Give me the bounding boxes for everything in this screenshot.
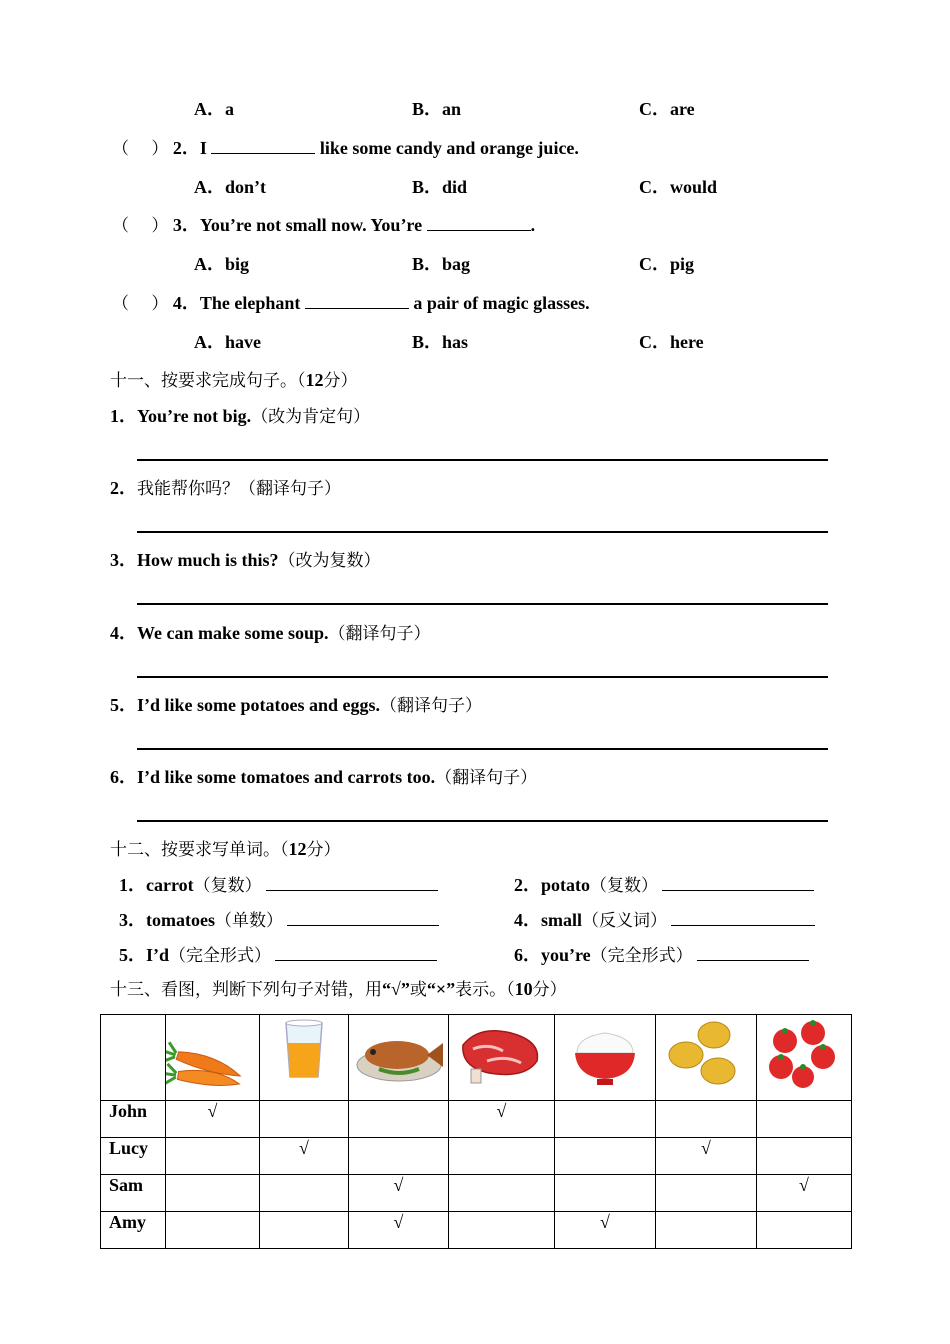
section-12-title: 十二、按要求写单词。（12分）: [110, 839, 341, 860]
sec12-blank-4[interactable]: [671, 909, 815, 926]
food-header-tomatoes: [757, 1015, 852, 1101]
row-name-amy: Amy: [101, 1212, 166, 1249]
cell-sam-potatoes[interactable]: [656, 1175, 757, 1212]
food-header-beef: [449, 1015, 555, 1101]
sec11-answer-line-5[interactable]: [137, 748, 828, 750]
cell-lucy-juice[interactable]: √: [260, 1138, 349, 1175]
sec12-blank-5[interactable]: [275, 944, 437, 961]
cell-lucy-potatoes[interactable]: √: [656, 1138, 757, 1175]
cell-amy-carrots[interactable]: [166, 1212, 260, 1249]
cell-sam-beef[interactable]: [449, 1175, 555, 1212]
food-table: [100, 1014, 852, 1249]
sec11-item-4: 4．We can make some soup.（翻译句子）: [110, 623, 431, 644]
row-name-lucy: Lucy: [101, 1138, 166, 1175]
section-11-title: 十一、按要求完成句子。（12分）: [110, 370, 358, 391]
q1-option-a: A．a: [194, 99, 234, 119]
cell-amy-beef[interactable]: [449, 1212, 555, 1249]
corner-cell: [101, 1015, 166, 1101]
cell-sam-fish[interactable]: √: [349, 1175, 449, 1212]
food-header-juice: [260, 1015, 349, 1101]
cell-john-tomatoes[interactable]: [757, 1101, 852, 1138]
sec11-answer-line-4[interactable]: [137, 676, 828, 678]
q3-post: .: [530, 215, 536, 235]
juice-icon: [260, 1015, 348, 1095]
sec11-answer-line-3[interactable]: [137, 603, 828, 605]
q2-option-a: A．don’t: [194, 177, 267, 197]
sec11-item-5: 5．I’d like some potatoes and eggs.（翻译句子）: [110, 695, 483, 716]
q2-blank[interactable]: [211, 137, 315, 154]
food-header-carrots: [166, 1015, 260, 1101]
q2-pre: I: [199, 138, 207, 158]
cell-lucy-rice[interactable]: [555, 1138, 656, 1175]
sec11-item-3: 3．How much is this?（改为复数）: [110, 550, 381, 571]
potatoes-icon: [656, 1015, 756, 1095]
q4-num: 4．: [172, 293, 200, 313]
q4-post: a pair of magic glasses.: [413, 293, 590, 313]
q3-option-a: A．big: [194, 254, 250, 274]
sec12-item-5: 5．I’d（完全形式）: [119, 944, 437, 967]
q4-option-b: B．has: [412, 332, 469, 352]
q3-pre: You’re not small now. You’re: [199, 215, 423, 235]
row-name-john: John: [101, 1101, 166, 1138]
cell-sam-tomatoes[interactable]: √: [757, 1175, 852, 1212]
q3-num: 3．: [172, 215, 200, 235]
sec11-item-2: 2．我能帮你吗？（翻译句子）: [110, 478, 341, 499]
cell-amy-rice[interactable]: √: [555, 1212, 656, 1249]
rice-icon: [555, 1015, 655, 1095]
sec11-answer-line-1[interactable]: [137, 459, 828, 461]
cell-sam-juice[interactable]: [260, 1175, 349, 1212]
sec12-item-1: 1．carrot（复数）: [119, 874, 438, 897]
sec12-item-4: 4．small（反义词）: [514, 909, 815, 932]
cell-john-potatoes[interactable]: [656, 1101, 757, 1138]
cell-amy-juice[interactable]: [260, 1212, 349, 1249]
tomatoes-icon: [757, 1015, 851, 1095]
sec11-item-6: 6．I’d like some tomatoes and carrots too.（翻译句子）: [110, 767, 538, 788]
cell-john-beef[interactable]: √: [449, 1101, 555, 1138]
question-2: [112, 137, 579, 160]
cell-sam-rice[interactable]: [555, 1175, 656, 1212]
cell-sam-carrots[interactable]: [166, 1175, 260, 1212]
cell-lucy-carrots[interactable]: [166, 1138, 260, 1175]
q2-num: 2．: [172, 138, 200, 158]
food-header-potatoes: [656, 1015, 757, 1101]
question-3: [112, 214, 535, 237]
food-header-rice: [555, 1015, 656, 1101]
q4-pre: The elephant: [199, 293, 301, 313]
cell-amy-potatoes[interactable]: [656, 1212, 757, 1249]
cell-amy-fish[interactable]: √: [349, 1212, 449, 1249]
q3-option-c: C．pig: [639, 254, 695, 274]
sec11-item-1: 1．You’re not big.（改为肯定句）: [110, 406, 371, 427]
q2-paren: （ ）: [112, 139, 169, 159]
sec12-item-2: 2．potato（复数）: [514, 874, 814, 897]
cell-lucy-tomatoes[interactable]: [757, 1138, 852, 1175]
sec12-blank-3[interactable]: [287, 909, 439, 926]
cell-john-carrots[interactable]: √: [166, 1101, 260, 1138]
sec11-answer-line-6[interactable]: [137, 820, 828, 822]
sec12-item-6: 6．you’re（完全形式）: [514, 944, 809, 967]
cell-john-fish[interactable]: [349, 1101, 449, 1138]
q4-paren: （ ）: [112, 294, 169, 314]
q2-option-b: B．did: [412, 177, 468, 197]
row-name-sam: Sam: [101, 1175, 166, 1212]
fish-icon: [349, 1015, 448, 1095]
q2-post: like some candy and orange juice.: [319, 138, 579, 158]
q2-option-c: C．would: [639, 177, 718, 197]
q3-blank[interactable]: [427, 214, 531, 231]
food-header-fish: [349, 1015, 449, 1101]
cell-john-juice[interactable]: [260, 1101, 349, 1138]
cell-john-rice[interactable]: [555, 1101, 656, 1138]
cell-lucy-beef[interactable]: [449, 1138, 555, 1175]
cell-lucy-fish[interactable]: [349, 1138, 449, 1175]
q4-option-c: C．here: [639, 332, 704, 352]
section-13-title: 十三、看图，判断下列句子对错，用“√”或“×”表示。（10分）: [110, 979, 567, 1000]
beef-icon: [449, 1015, 554, 1095]
q3-paren: （ ）: [112, 216, 169, 236]
sec12-blank-6[interactable]: [697, 944, 809, 961]
sec12-blank-1[interactable]: [266, 874, 438, 891]
sec12-item-3: 3．tomatoes（单数）: [119, 909, 439, 932]
q4-blank[interactable]: [305, 292, 409, 309]
q4-option-a: A．have: [194, 332, 261, 352]
sec11-answer-line-2[interactable]: [137, 531, 828, 533]
q1-option-b: B．an: [412, 99, 462, 119]
sec12-blank-2[interactable]: [662, 874, 814, 891]
q3-option-b: B．bag: [412, 254, 471, 274]
q1-option-c: C．are: [639, 99, 695, 119]
cell-amy-tomatoes[interactable]: [757, 1212, 852, 1249]
carrots-icon: [166, 1015, 259, 1095]
question-4: [112, 292, 590, 315]
